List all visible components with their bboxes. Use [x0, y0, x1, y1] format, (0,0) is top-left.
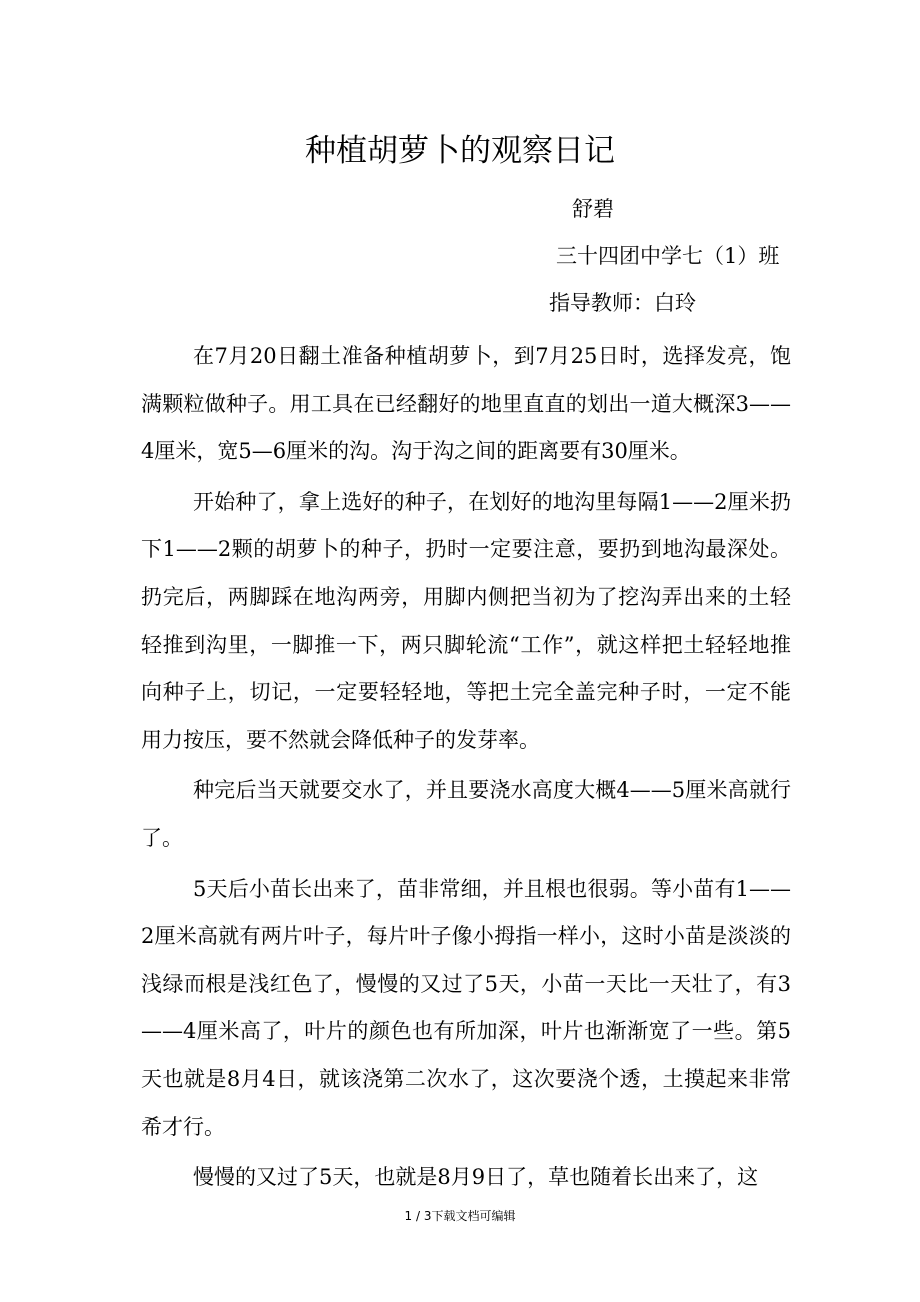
paragraph-3: 种完后当天就要交水了，并且要浇水高度大概4——5厘米高就行了。 [141, 778, 791, 850]
document-title: 种植胡萝卜的观察日记 [305, 133, 615, 169]
paragraph-1: 在7月20日翻土准备种植胡萝卜，到7月25日时，选择发亮，饱满颗粒做种子。用工具在已经翻好的地里直直的划出一道大概深3——4厘米，宽5—6厘米的沟。沟于沟之间的距离要有30厘米。 [141, 344, 791, 464]
teacher-name: 指导教师：白玲 [549, 291, 696, 315]
author-name: 舒碧 [572, 197, 614, 221]
paragraph-5: 慢慢的又过了5天，也就是8月9日了，草也随着长出来了，这 [193, 1165, 759, 1190]
document-body [141, 333, 791, 1202]
page-footer: 1 / 3下载文档可编辑 [404, 1209, 516, 1223]
school-class: 三十四团中学七（1）班 [556, 244, 780, 268]
paragraph-4: 5天后小苗长出来了，苗非常细，并且根也很弱。等小苗有1——2厘米高就有两片叶子，每片叶子像小拇指一样小，这时小苗是淡淡的浅绿而根是浅红色了，慢慢的又过了5天，小苗一天比一天壮了，有3——4厘米高了，叶片的颜色也有所加深，叶片也渐渐宽了一些。第5天也就是8月4日，就该浇第二次水了，这次要浇个透，土摸起来非常希才行。 [141, 876, 791, 1139]
paragraph-2: 开始种了，拿上选好的种子，在划好的地沟里每隔1——2厘米扔下1——2颗的胡萝卜的种子，扔时一定要注意，要扔到地沟最深处。扔完后，两脚踩在地沟两旁，用脚内侧把当初为了挖沟弄出来的土轻轻推到沟里，一脚推一下，两只脚轮流“工作”，就这样把土轻轻地推向种子上，切记，一定要轻轻地，等把土完全盖完种子时，一定不能用力按压，要不然就会降低种子的发芽率。 [141, 489, 791, 752]
